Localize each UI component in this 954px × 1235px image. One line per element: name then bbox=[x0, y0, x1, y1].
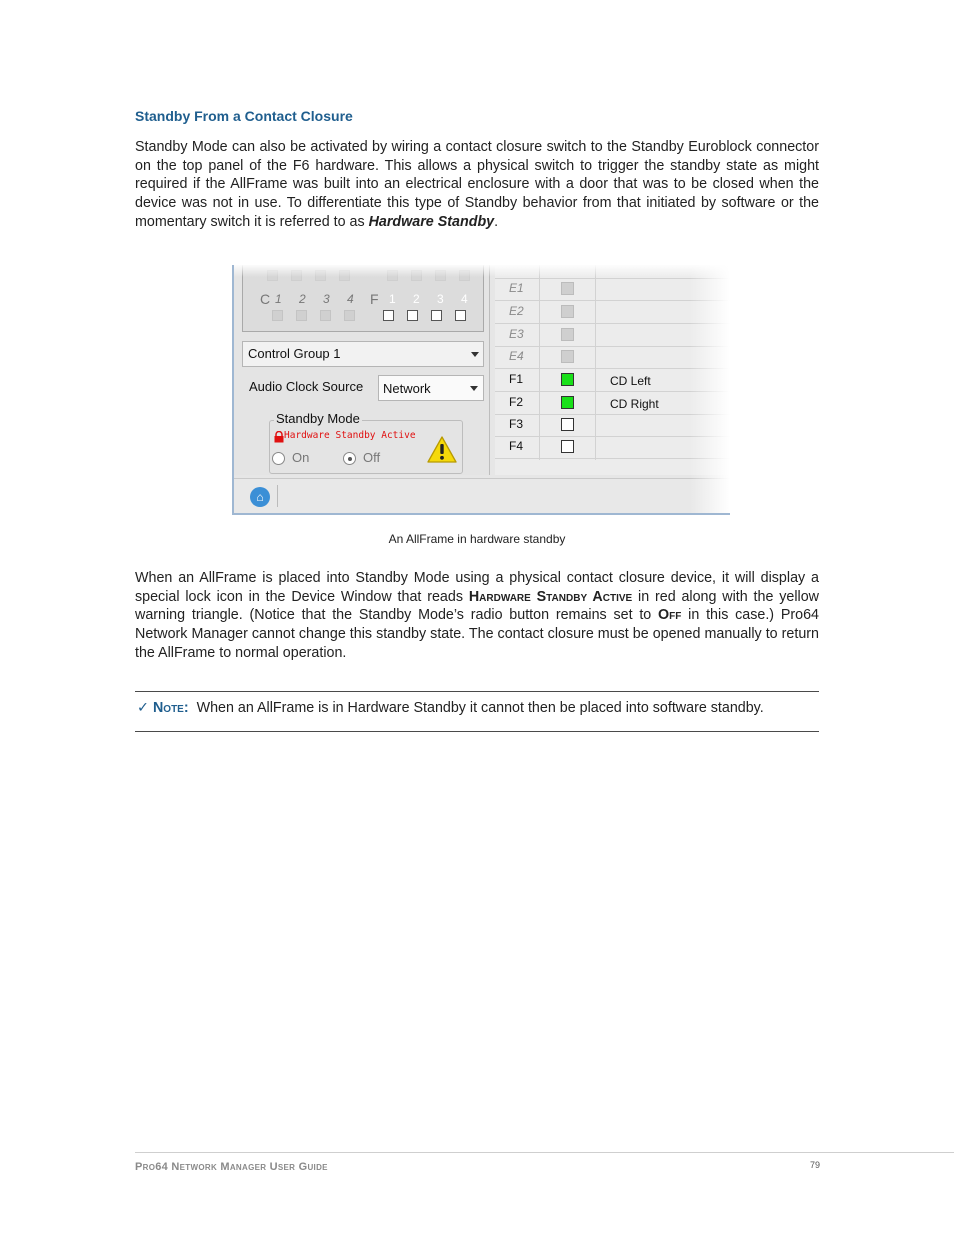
group-letter-c: C bbox=[260, 291, 271, 307]
row-name: E2 bbox=[509, 304, 524, 318]
channel-checkbox[interactable] bbox=[407, 310, 418, 321]
checkmark-icon: ✓ bbox=[137, 700, 149, 716]
row-name: F1 bbox=[509, 372, 524, 386]
channel-square bbox=[320, 310, 331, 321]
figure-caption: An AllFrame in hardware standby bbox=[388, 532, 566, 546]
channel-square bbox=[344, 310, 355, 321]
row-name: F3 bbox=[509, 417, 524, 431]
page-number: 79 bbox=[810, 1160, 821, 1170]
home-button[interactable] bbox=[250, 487, 270, 507]
radio-dot bbox=[348, 457, 352, 461]
chevron-down-icon bbox=[471, 352, 479, 357]
fade-right bbox=[690, 265, 730, 513]
row-name: E3 bbox=[509, 327, 524, 341]
channel-checkbox[interactable] bbox=[455, 310, 466, 321]
fade-top bbox=[234, 265, 730, 277]
row-indicator bbox=[561, 440, 574, 453]
row-name: F4 bbox=[509, 439, 524, 453]
intro-emphasis: Hardware Standby bbox=[368, 213, 495, 230]
row-indicator bbox=[561, 305, 574, 318]
row-name: E1 bbox=[509, 281, 524, 295]
f-number: 3 bbox=[437, 292, 444, 306]
device-window-screenshot bbox=[232, 265, 730, 515]
section-heading: Standby From a Contact Closure bbox=[135, 108, 353, 124]
channel-square bbox=[272, 310, 283, 321]
row-label: CD Left bbox=[610, 374, 651, 388]
device-left-panel bbox=[234, 265, 490, 475]
footer-rule bbox=[135, 1152, 954, 1153]
control-group-select[interactable] bbox=[242, 341, 484, 367]
intro-paragraph bbox=[135, 138, 819, 232]
row-indicator-active bbox=[561, 373, 574, 386]
radio-on-label: On bbox=[292, 450, 310, 465]
explanation-text: in this case.) Pro64 Network Manager cannot change this standby state. The contact closure must be opened manually to return the AllFrame to normal operation. bbox=[135, 607, 819, 661]
audio-clock-select[interactable] bbox=[378, 375, 484, 401]
radio-off[interactable] bbox=[343, 452, 356, 465]
standby-mode-title: Standby Mode bbox=[276, 411, 360, 426]
note-top-rule bbox=[135, 691, 819, 692]
chevron-down-icon bbox=[470, 386, 478, 391]
explanation-smallcaps: Hardware Standby Active bbox=[468, 588, 633, 605]
row-indicator bbox=[561, 350, 574, 363]
radio-on[interactable] bbox=[272, 452, 285, 465]
channel-checkbox[interactable] bbox=[431, 310, 442, 321]
row-indicator bbox=[561, 418, 574, 431]
row-indicator bbox=[561, 328, 574, 341]
c-number: 4 bbox=[347, 292, 354, 306]
audio-clock-value: Network bbox=[383, 381, 431, 396]
intro-end: . bbox=[494, 213, 499, 230]
explanation-paragraph bbox=[135, 569, 819, 663]
c-number: 2 bbox=[299, 292, 306, 306]
footer-title: Pro64 Network Manager User Guide bbox=[135, 1161, 328, 1173]
row-name: F2 bbox=[509, 395, 524, 409]
c-number: 1 bbox=[275, 292, 282, 306]
f-number: 4 bbox=[461, 292, 468, 306]
note-label: Note: bbox=[152, 700, 189, 716]
note-text: When an AllFrame is in Hardware Standby it cannot then be placed into software standby. bbox=[196, 700, 764, 716]
row-label: CD Right bbox=[610, 397, 659, 411]
channel-square bbox=[296, 310, 307, 321]
note-bottom-rule bbox=[135, 731, 819, 732]
status-bar bbox=[234, 478, 730, 514]
audio-clock-label: Audio Clock Source bbox=[249, 379, 364, 394]
intro-text: Standby Mode can also be activated by wiring a contact closure switch to the Standby Euroblock connector on the top panel of the F6 hardware. This allows a physical switch to trigger the standby state as might required if the AllFrame was built into an electrical enclosure with a door that was to be closed when the device was not in use. To differentiate this type of Standby behavior from that initiated by software or the momentary switch it is referred to as bbox=[135, 139, 819, 230]
lock-icon bbox=[274, 431, 284, 443]
hardware-standby-text: Hardware Standby Active bbox=[284, 430, 416, 441]
explanation-smallcaps: Off bbox=[658, 607, 682, 624]
group-letter-f: F bbox=[370, 291, 379, 307]
row-name: E4 bbox=[509, 349, 524, 363]
row-indicator-active bbox=[561, 396, 574, 409]
f-number: 1 bbox=[389, 292, 396, 306]
explanation-text: When an AllFrame is placed into Standby Mode using a physical contact closure device, it will display a special lock icon in the Device Window that reads bbox=[135, 570, 819, 605]
radio-off-label: Off bbox=[363, 450, 381, 465]
warning-triangle-icon bbox=[426, 435, 458, 465]
home-icon: ⌂ bbox=[256, 490, 264, 504]
c-number: 3 bbox=[323, 292, 330, 306]
row-indicator bbox=[561, 282, 574, 295]
control-group-value: Control Group 1 bbox=[248, 346, 341, 361]
f-number: 2 bbox=[413, 292, 420, 306]
explanation-text: in red along with the yellow warning triangle. (Notice that the Standby Mode’s radio button remains set to bbox=[135, 588, 819, 624]
note-box bbox=[137, 700, 764, 716]
channel-checkbox[interactable] bbox=[383, 310, 394, 321]
status-divider bbox=[277, 485, 278, 507]
